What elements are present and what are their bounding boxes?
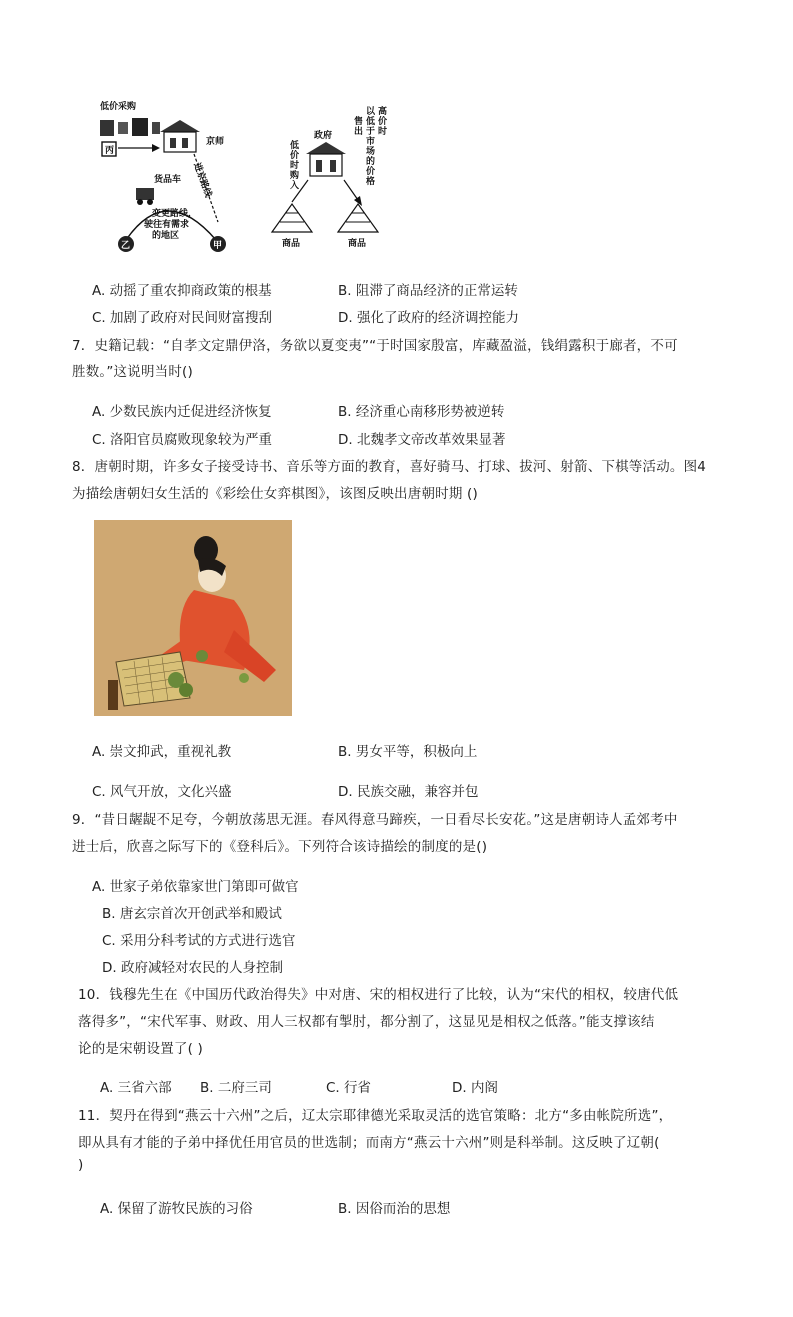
q9-stem-line1: 9．“昔日龌龊不足夸，今朝放荡思无涯。春风得意马蹄疾，一日看尽长安花。”这是唐朝诗人孟郊考中: [72, 812, 678, 828]
q8-stem-line2: 为描绘唐朝妇女生活的《彩绘仕女弈棋图》，该图反映出唐朝时期 (): [72, 486, 478, 502]
q6-option-a: A. 动摇了重农抑商政策的根基: [92, 283, 272, 299]
q8-option-d: D. 民族交融，兼容并包: [338, 784, 479, 800]
government-building-icon: [306, 142, 346, 176]
label-place-jia: 甲: [213, 241, 223, 251]
q9-option-c: C. 采用分科考试的方式进行选官: [102, 933, 296, 949]
q9-stem-line2: 进士后，欣喜之际写下的《登科后》。下列符合该诗描绘的制度的是(): [72, 839, 488, 855]
q8-option-c: C. 风气开放，文化兴盛: [92, 784, 232, 800]
q10-stem-line1: 10．钱穆先生在《中国历代政治得失》中对唐、宋的相权进行了比较，认为“宋代的相权，较唐代低: [78, 987, 679, 1003]
q7-option-a: A. 少数民族内迁促进经济恢复: [92, 404, 272, 420]
arrow-gov-right: [344, 180, 358, 200]
q11-stem-line1: 11．契丹在得到“燕云十六州”之后，辽太宗耶律德光采取灵活的选官策略：北方“多由帐院所选”，: [78, 1108, 673, 1124]
capital-building-icon: [160, 120, 200, 152]
q7-stem-line1: 7．史籍记载：“自孝文定鼎伊洛，务欲以夏变夷”“于时国家殷富，库藏盈溢，钱绢露积于廊者，不可: [72, 338, 678, 354]
label-buy-low: 低 价 时 购 入: [290, 141, 300, 191]
goods-pile-right-icon: [338, 204, 378, 232]
q6-option-b: B. 阻滞了商品经济的正常运转: [338, 283, 518, 299]
label-goods-left: 商品: [282, 239, 301, 249]
arrowhead-bing: [152, 144, 160, 152]
porter-figures: [100, 118, 160, 136]
label-goods-cart: 货品车: [154, 175, 182, 185]
q11-stem-line2: 即从具有才能的子弟中择优任用官员的世选制；而南方“燕云十六州”则是科举制。这反映了辽朝(: [78, 1135, 660, 1151]
q7-stem-line2: 胜数。”这说明当时(): [72, 364, 193, 380]
cart-figure: [136, 188, 154, 205]
diagram-svg: [96, 92, 392, 258]
q11-stem-line3: ): [78, 1157, 84, 1173]
q10-stem-line3: 论的是宋朝设置了( ): [78, 1041, 204, 1057]
q8-option-a: A. 崇文抑武，重视礼教: [92, 744, 232, 760]
q10-option-c: C. 行省: [326, 1080, 372, 1096]
q9-option-a: A. 世家子弟依靠家世门第即可做官: [92, 879, 299, 895]
q8-option-b: B. 男女平等，积极向上: [338, 744, 478, 760]
q6-option-c: C. 加剧了政府对民间财富搜刮: [92, 310, 273, 326]
q11-option-b: B. 因俗而治的思想: [338, 1201, 451, 1217]
price-regulation-diagram: [96, 92, 392, 258]
label-place-bing: 丙: [105, 146, 115, 156]
label-goods-right: 商品: [348, 239, 367, 249]
label-place-yi: 乙: [121, 241, 131, 251]
q7-option-d: D. 北魏孝文帝改革效果显著: [338, 432, 506, 448]
label-capital: 京师: [206, 137, 225, 147]
q8-stem-line1: 8．唐朝时期，许多女子接受诗书、音乐等方面的教育，喜好骑马、打球、拔河、射箭、下棋等活动。图4: [72, 459, 707, 475]
tang-lady-weiqi-painting: [94, 520, 292, 716]
painting-svg: [94, 520, 292, 716]
label-sell-out: 售 出: [354, 117, 364, 137]
q10-option-a: A. 三省六部: [100, 1080, 172, 1096]
q10-stem-line2: 落得多”，“宋代军事、财政、用人三权都有掣肘，都分割了，这显见是相权之低落。”能支撑该结: [78, 1014, 655, 1030]
label-government: 政府: [314, 131, 333, 141]
q10-option-b: B. 二府三司: [200, 1080, 272, 1096]
q9-option-d: D. 政府减轻对农民的人身控制: [102, 960, 283, 976]
q9-option-b: B. 唐玄宗首次开创武举和殿试: [102, 906, 282, 922]
goods-pile-left-icon: [272, 204, 312, 232]
q6-option-d: D. 强化了政府的经济调控能力: [338, 310, 519, 326]
q7-option-b: B. 经济重心南移形势被逆转: [338, 404, 505, 420]
label-sell-high: 以 低 于 市 场 的 价 格 高 价 时: [366, 107, 388, 187]
q11-option-a: A. 保留了游牧民族的习俗: [100, 1201, 253, 1217]
q7-option-c: C. 洛阳官员腐败现象较为严重: [92, 432, 273, 448]
q10-option-d: D. 内阁: [452, 1080, 498, 1096]
label-low-buy: 低价采购: [100, 102, 137, 112]
label-changed-route: 变更路线， 驶往有需求 的地区: [144, 209, 198, 241]
label-transport-route: 进京路线: [191, 161, 213, 199]
